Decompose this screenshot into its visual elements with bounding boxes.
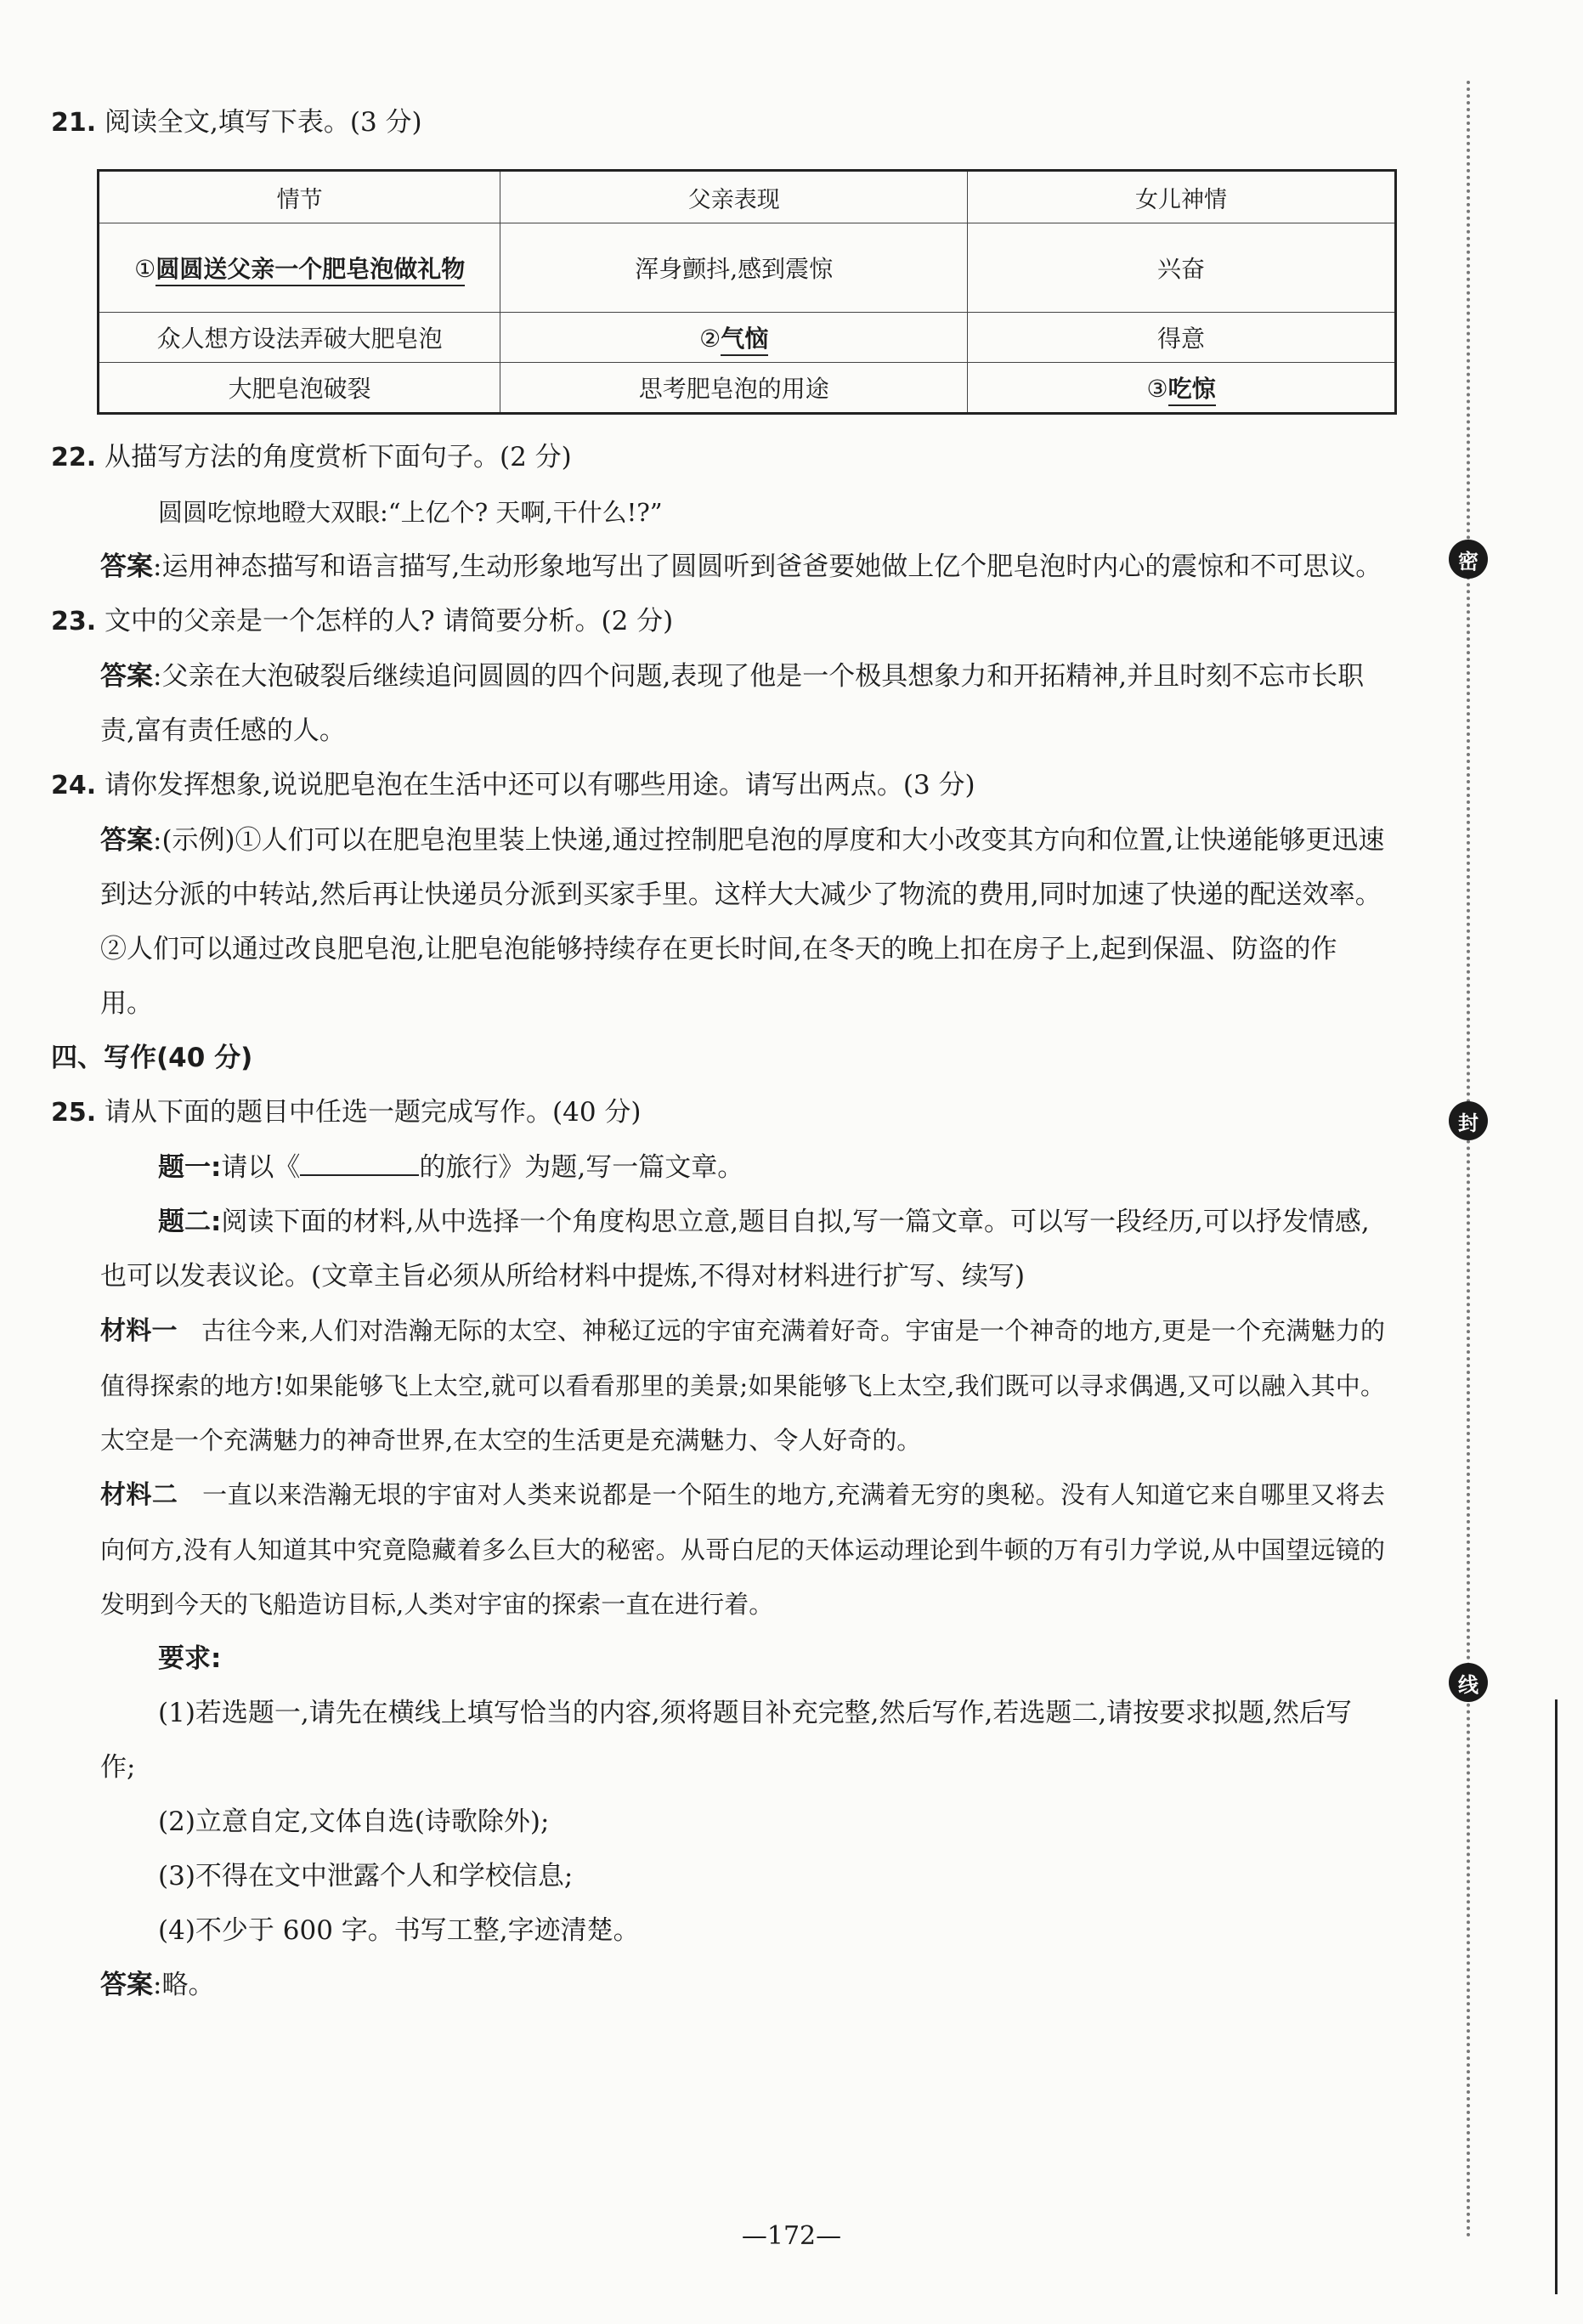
binding-edge: [1555, 1699, 1558, 2294]
plot-table: [97, 169, 1397, 415]
title-blank: [300, 1152, 419, 1176]
filled-answer: 气恼: [721, 325, 768, 356]
material-one: 材料一 古往今来,人们对浩瀚无际的太空、神秘辽远的宇宙充满着好奇。宇宙是一个神奇的地方,更是一个充满魅力的值得探索的地方!如果能够飞上太空,就可以看看那里的美景;如果能够飞上太空,我们既可以寻求偶遇,又可以融入其中。太空是一个充满魅力的神奇世界,在太空的生活更是充满魅力、令人好奇的。: [100, 1316, 1385, 1455]
question-21: 21. 阅读全文,填写下表。(3 分): [51, 107, 422, 138]
seal-xian: 线: [1449, 1663, 1488, 1702]
header-father: 父亲表现: [500, 171, 968, 223]
question-22: 22. 从描写方法的角度赏析下面句子。(2 分): [51, 442, 572, 472]
requirement-1: (1)若选题一,请先在横线上填写恰当的内容,须将题目补充完整,然后写作,若选题二,请按要求拟题,然后写作;: [100, 1698, 1353, 1783]
answer-23: 答案:父亲在大泡破裂后继续追问圆圆的四个问题,表现了他是一个极具想象力和开拓精神,并且时刻不忘市长职责,富有责任感的人。: [100, 661, 1365, 746]
question-23: 23. 文中的父亲是一个怎样的人? 请简要分析。(2 分): [51, 606, 674, 636]
question-24: 24. 请你发挥想象,说说肥皂泡在生活中还可以有哪些用途。请写出两点。(3 分): [51, 770, 975, 800]
requirements-label: 要求:: [158, 1643, 222, 1674]
seal-feng: 封: [1449, 1101, 1488, 1140]
table-row: 大肥皂泡破裂 思考肥皂泡的用途 ③吃惊: [99, 363, 1396, 414]
header-plot: 情节: [99, 171, 500, 223]
requirement-2: (2)立意自定,文体自选(诗歌除外);: [158, 1807, 550, 1837]
question-25: 25. 请从下面的题目中任选一题完成写作。(40 分): [51, 1097, 642, 1128]
section-writing: 四、写作(40 分): [51, 1043, 253, 1073]
quoted-sentence: 圆圆吃惊地瞪大双眼:“上亿个? 天啊,干什么!?”: [158, 498, 663, 527]
answer-22: 答案:运用神态描写和语言描写,生动形象地写出了圆圆听到爸爸要她做上亿个肥皂泡时内心的震惊和不可思议。: [100, 551, 1382, 582]
seal-mi: 密: [1449, 540, 1488, 579]
page-number: —172—: [741, 2221, 842, 2251]
filled-answer: 吃惊: [1168, 375, 1216, 406]
page-content: [51, 95, 1385, 2012]
requirement-3: (3)不得在文中泄露个人和学校信息;: [158, 1861, 574, 1891]
topic-one: 题一:请以《 的旅行》为题,写一篇文章。: [158, 1152, 744, 1183]
answer-24: 答案:(示例)①人们可以在肥皂泡里装上快递,通过控制肥皂泡的厚度和大小改变其方向和位置,让快递能够更迅速到达分派的中转站,然后再让快递员分派到买家手里。这样大大减少了物流的费用,同时加速了快递的配送效率。②人们可以通过改良肥皂泡,让肥皂泡能够持续存在更长时间,在冬天的晚上扣在房子上,起到保温、防盗的作用。: [100, 825, 1385, 1019]
material-two: 材料二 一直以来浩瀚无垠的宇宙对人类来说都是一个陌生的地方,充满着无穷的奥秘。没有人知道它来自哪里又将去向何方,没有人知道其中究竟隐藏着多么巨大的秘密。从哥白尼的天体运动理论到牛顿的万有引力学说,从中国望远镜的发明到今天的飞船造访目标,人类对宇宙的探索一直在进行着。: [100, 1480, 1385, 1619]
table-row: 众人想方设法弄破大肥皂泡 ②气恼 得意: [99, 313, 1396, 363]
header-daughter: 女儿神情: [968, 171, 1396, 223]
binding-dotted-line: [1467, 81, 1470, 2239]
requirement-4: (4)不少于 600 字。书写工整,字迹清楚。: [158, 1915, 640, 1946]
topic-two: 题二:阅读下面的材料,从中选择一个角度构思立意,题目自拟,写一篇文章。可以写一段经历,可以抒发情感,也可以发表议论。(文章主旨必须从所给材料中提炼,不得对材料进行扩写、续写): [100, 1207, 1370, 1292]
answer-25: 答案:略。: [100, 1970, 215, 2000]
table-row: ①圆圆送父亲一个肥皂泡做礼物 浑身颤抖,感到震惊 兴奋: [99, 223, 1396, 313]
filled-answer: 圆圆送父亲一个肥皂泡做礼物: [155, 255, 465, 286]
